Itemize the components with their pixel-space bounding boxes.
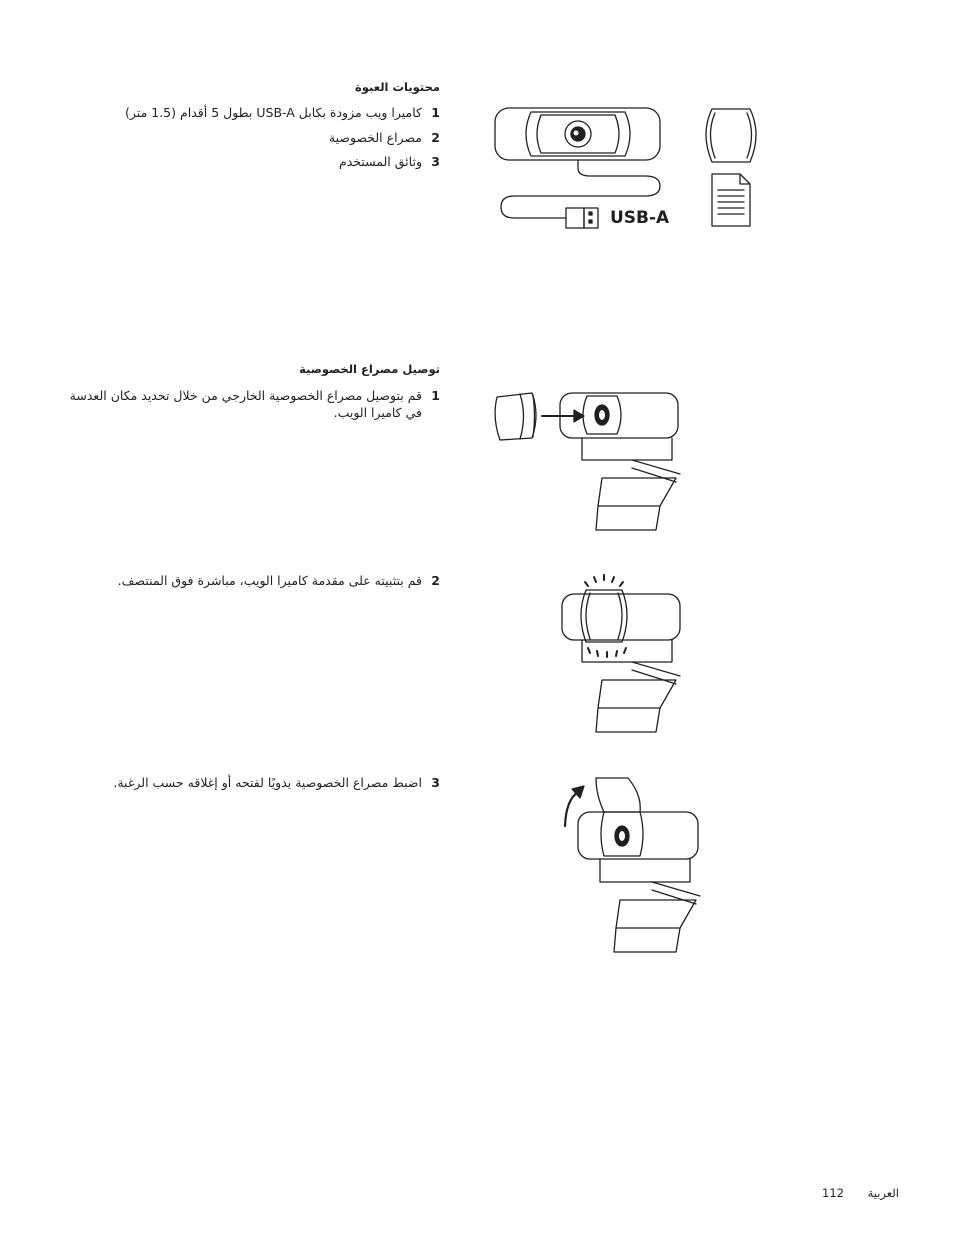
step-number: 1 <box>431 388 440 403</box>
step-text: قم بتثبيته على مقدمة كاميرا الويب، مباشرة فوق المنتصف. <box>117 573 422 588</box>
webcam-icon <box>495 108 660 160</box>
step-number: 2 <box>431 573 440 588</box>
item-text: مصراع الخصوصية <box>328 130 422 145</box>
item-text: كاميرا ويب مزودة بكابل USB-A بطول 5 أقدام (1.5 متر) <box>125 105 422 120</box>
page-number: 112 <box>822 1186 844 1200</box>
usb-a-label: USB-A <box>610 208 670 228</box>
box-contents-item-1 <box>125 104 440 121</box>
box-contents-item-3 <box>339 153 440 170</box>
step-text: قم بتوصيل مصراع الخصوصية الخارجي من خلال تحديد مكان العدسة في كاميرا الويب. <box>69 388 422 420</box>
webcam-icon <box>578 778 700 952</box>
step-1-illustration <box>490 385 690 535</box>
box-contents-item-2 <box>329 129 440 146</box>
privacy-shutter-icon <box>596 778 640 812</box>
item-number: 1 <box>431 105 440 120</box>
step-2-illustration <box>555 570 690 740</box>
privacy-shutter-icon <box>706 109 756 162</box>
snap-marks-icon <box>585 575 626 657</box>
box-contents-illustration <box>490 100 770 235</box>
step-3-illustration <box>558 770 703 960</box>
privacy-shutter-heading: توصيل مصراع الخصوصية <box>299 362 440 376</box>
box-contents-heading: محتويات العبوة <box>355 80 440 94</box>
footer-language: العربية <box>867 1186 899 1200</box>
user-documentation-icon <box>712 174 750 226</box>
step-text: اضبط مصراع الخصوصية يدويًا لفتحه أو إغلاقه حسب الرغبة. <box>113 775 422 790</box>
rotate-arrow-icon <box>565 792 578 826</box>
privacy-step-1 <box>68 387 440 421</box>
privacy-shutter-icon <box>495 393 536 440</box>
item-text: وثائق المستخدم <box>338 154 422 169</box>
item-number: 3 <box>431 154 440 169</box>
step-number: 3 <box>431 775 440 790</box>
item-number: 2 <box>431 130 440 145</box>
webcam-icon <box>562 590 680 732</box>
privacy-step-2 <box>118 572 440 589</box>
privacy-step-3 <box>113 774 440 791</box>
